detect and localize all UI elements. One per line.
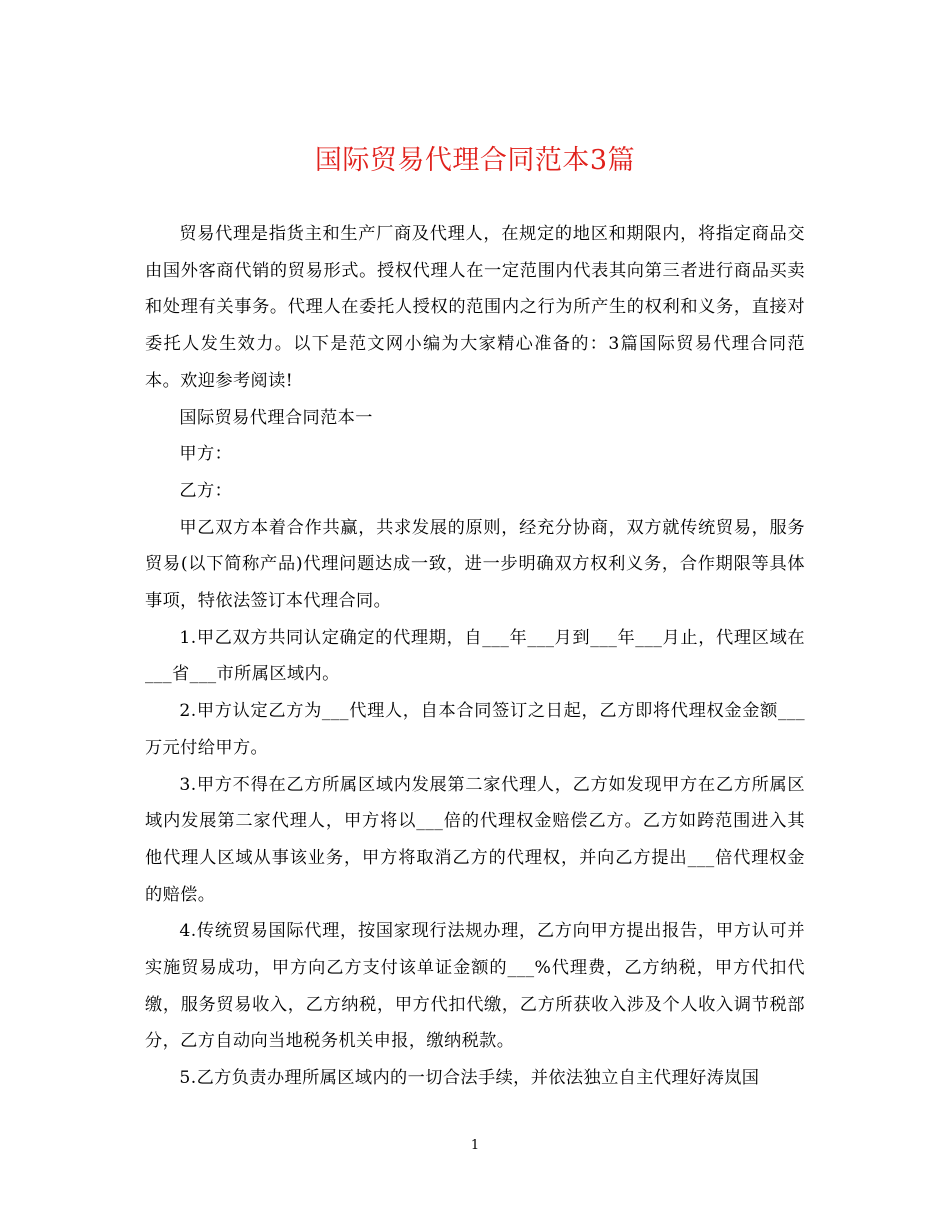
paragraph-clause-4: 4.传统贸易国际代理，按国家现行法规办理，乙方向甲方提出报告，甲方认可并实施贸易成功，甲方向乙方支付该单证金额的___%代理费，乙方纳税，甲方代扣代缴，服务贸易收入，乙方纳税，甲方代扣代缴，乙方所获收入涉及个人收入调节税部分，乙方自动向当地税务机关申报，缴纳税款。: [145, 921, 805, 1052]
page-number: 1: [470, 1138, 480, 1153]
document-title: 国际贸易代理合同范本3篇: [314, 145, 636, 176]
document-body: [145, 216, 805, 1097]
paragraph-clause-2: 2.甲方认定乙方为___代理人，自本合同签订之日起，乙方即将代理权金金额___万元付给甲方。: [145, 701, 805, 758]
paragraph-clause-5: 5.乙方负责办理所属区域内的一切合法手续，并依法独立自主代理好涛岚国: [179, 1068, 760, 1089]
paragraph-party-b: 乙方：: [179, 480, 233, 501]
paragraph-clause-1: 1.甲乙双方共同认定确定的代理期，自___年___月到___年___月止，代理区域在___省___市所属区域内。: [145, 627, 805, 685]
paragraph-intro: 贸易代理是指货主和生产厂商及代理人，在规定的地区和期限内，将指定商品交由国外客商代销的贸易形式。授权代理人在一定范围内代表其向第三者进行商品买卖和处理有关事务。代理人在委托人授权的范围内之行为所产生的权利和义务，直接对委托人发生效力。以下是范文网小编为大家精心准备的：3篇国际贸易代理合同范本。欢迎参考阅读!: [145, 224, 805, 391]
paragraph-party-a: 甲方：: [179, 444, 233, 465]
paragraph-clause-3: 3.甲方不得在乙方所属区域内发展第二家代理人，乙方如发现甲方在乙方所属区域内发展第二家代理人，甲方将以___倍的代理权金赔偿乙方。乙方如跨范围进入其他代理人区域从事该业务，甲方将取消乙方的代理权，并向乙方提出___倍代理权金的赔偿。: [145, 774, 805, 905]
paragraph-section-heading: 国际贸易代理合同范本一: [179, 407, 373, 428]
paragraph-preamble: 甲乙双方本着合作共赢，共求发展的原则，经充分协商，双方就传统贸易，服务贸易(以下简称产品)代理问题达成一致，进一步明确双方权利义务，合作期限等具体事项，特依法签订本代理合同。: [145, 517, 805, 612]
